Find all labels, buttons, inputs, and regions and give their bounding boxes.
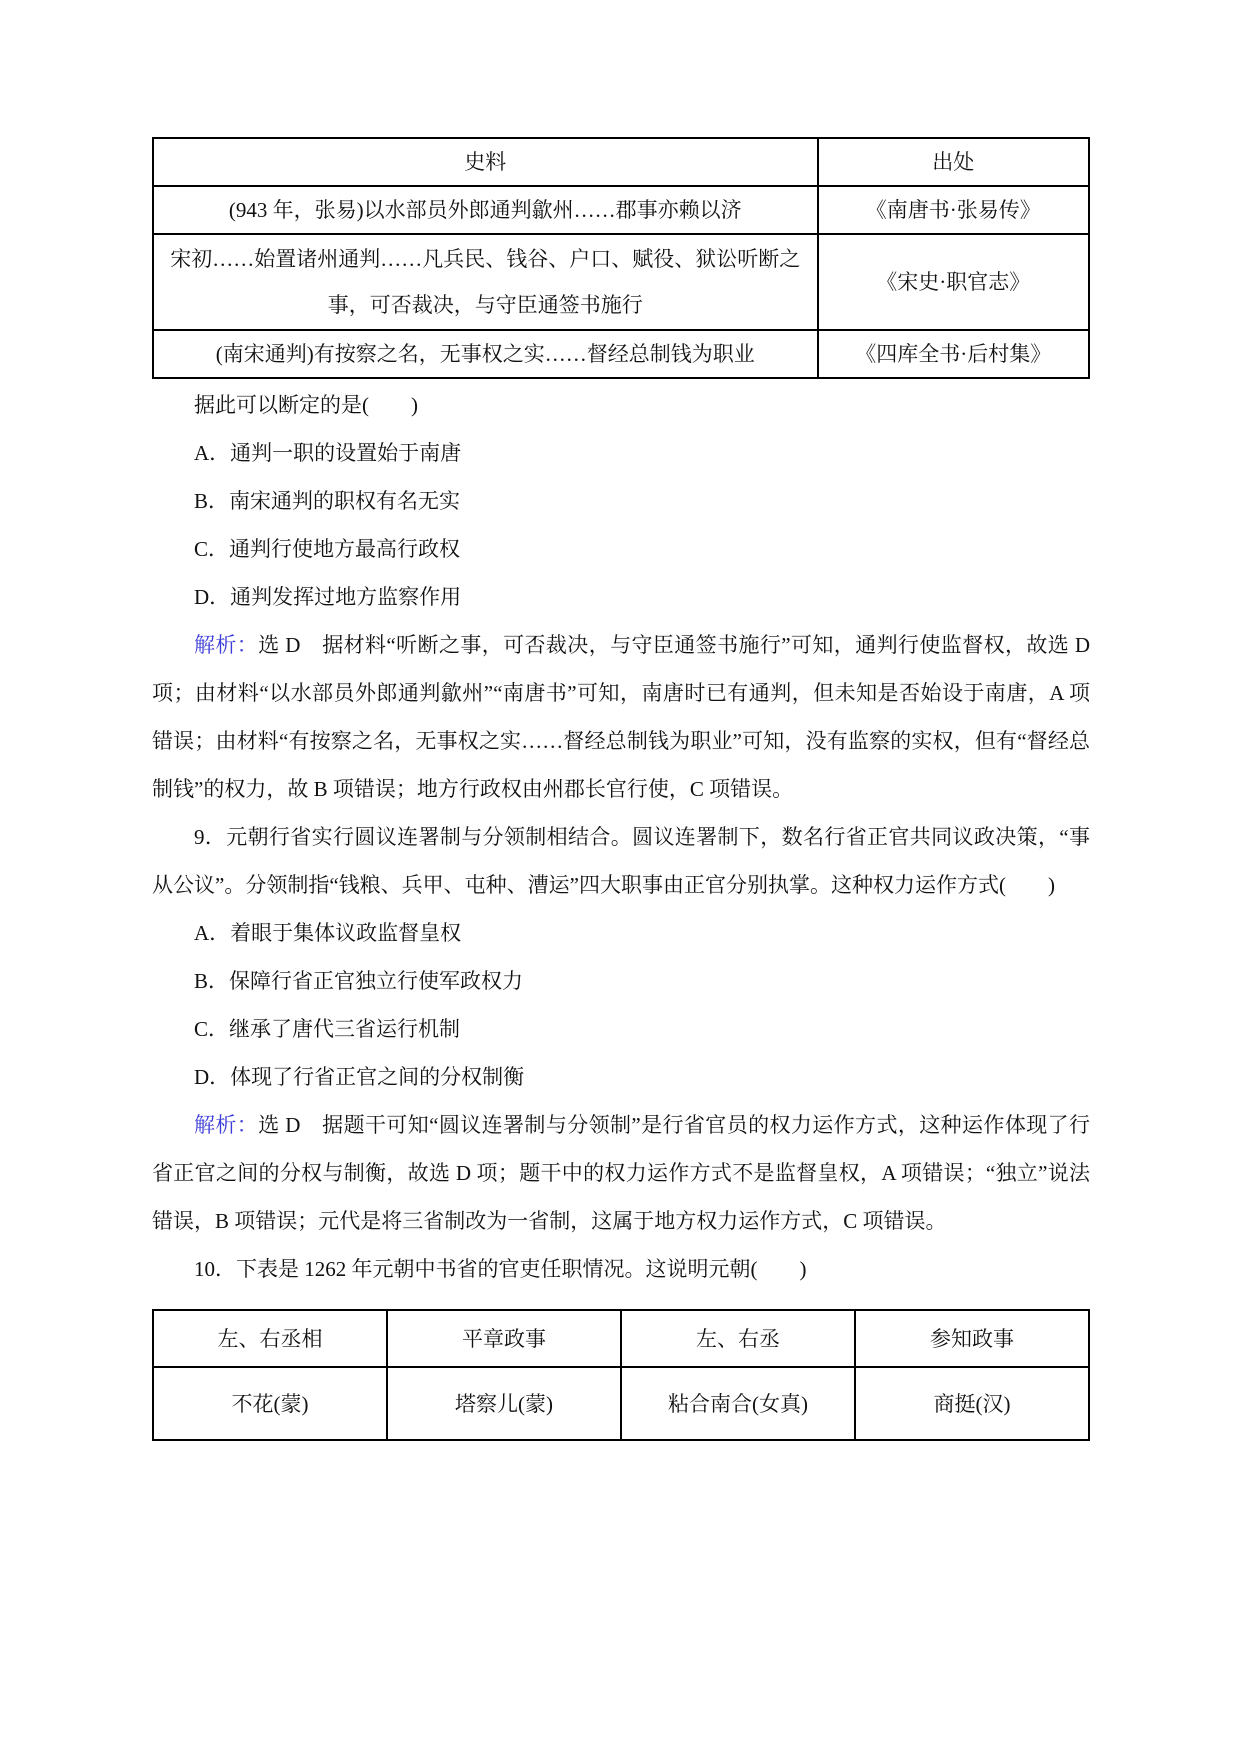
table-row [153, 234, 1089, 330]
material-cell: (943 年，张易)以水部员外郎通判歙州……郡事亦赖以济 [153, 186, 818, 234]
q10-stem: 10．下表是 1262 年元朝中书省的官吏任职情况。这说明元朝( ) [194, 1257, 807, 1281]
q9-analysis-text: 选 D 据题干可知“圆议连署制与分领制”是行省官员的权力运作方式，这种运作体现了行省正官之间的分权与制衡，故选 D 项；题干中的权力运作方式不是监督皇权，A 项错误；“独立”说法错误，B 项错误；元代是将三省制改为一省制，这属于地方权力运作方式，C 项错误。 [152, 1113, 1090, 1233]
official-cell: 商挺(汉) [855, 1367, 1089, 1440]
q9-option-c: C．继承了唐代三省运行机制 [194, 1017, 461, 1041]
source-cell: 《南唐书·张易传》 [818, 186, 1089, 234]
analysis-label: 解析： [194, 633, 259, 657]
officials-header-chancellors: 左、右丞相 [153, 1310, 387, 1367]
q8-option-b: B．南宋通判的职权有名无实 [194, 489, 461, 513]
material-cell: (南宋通判)有按察之名，无事权之实……督经总制钱为职业 [153, 330, 818, 378]
q8-option-a: A．通判一职的设置始于南唐 [194, 441, 462, 465]
q9-option-b: B．保障行省正官独立行使军政权力 [194, 969, 524, 993]
q9-option-a: A．着眼于集体议政监督皇权 [194, 921, 462, 945]
q8-option-d: D．通判发挥过地方监察作用 [194, 585, 462, 609]
q9-analysis [152, 1101, 1090, 1245]
historical-materials-table [152, 137, 1090, 379]
q8-stem: 据此可以断定的是( ) [194, 393, 418, 417]
material-cell: 宋初……始置诸州通判……凡兵民、钱谷、户口、赋役、狱讼听断之事，可否裁决，与守臣通签书施行 [153, 234, 818, 330]
q9-option-d: D．体现了行省正官之间的分权制衡 [194, 1065, 525, 1089]
table-header-row [153, 138, 1089, 186]
officials-table [152, 1309, 1090, 1441]
table-row [153, 330, 1089, 378]
table-row [153, 1367, 1089, 1440]
table-row [153, 186, 1089, 234]
q9-stem: 9．元朝行省实行圆议连署制与分领制相结合。圆议连署制下，数名行省正官共同议政决策，“事从公议”。分领制指“钱粮、兵甲、屯种、漕运”四大职事由正官分别执掌。这种权力运作方式( ) [152, 825, 1090, 897]
q8-analysis [152, 621, 1090, 813]
document-page [152, 137, 1090, 1441]
officials-header-cheng: 左、右丞 [621, 1310, 855, 1367]
table1-header-material: 史料 [153, 138, 818, 186]
source-cell: 《宋史·职官志》 [818, 234, 1089, 330]
official-cell: 不花(蒙) [153, 1367, 387, 1440]
q8-analysis-text: 选 D 据材料“听断之事，可否裁决，与守臣通签书施行”可知，通判行使监督权，故选 D 项；由材料“以水部员外郎通判歙州”“南唐书”可知，南唐时已有通判，但未知是否始设于南唐，A 项错误；由材料“有按察之名，无事权之实……督经总制钱为职业”可知，没有监察的实权，但有“督经总制钱”的权力，故 B 项错误；地方行政权由州郡长官行使，C 项错误。 [152, 633, 1090, 801]
table1-header-source: 出处 [818, 138, 1089, 186]
officials-header-pingzhang: 平章政事 [387, 1310, 621, 1367]
analysis-label: 解析： [194, 1113, 259, 1137]
officials-header-canzhi: 参知政事 [855, 1310, 1089, 1367]
table-header-row [153, 1310, 1089, 1367]
official-cell: 粘合南合(女真) [621, 1367, 855, 1440]
official-cell: 塔察儿(蒙) [387, 1367, 621, 1440]
source-cell: 《四库全书·后村集》 [818, 330, 1089, 378]
q8-option-c: C．通判行使地方最高行政权 [194, 537, 461, 561]
